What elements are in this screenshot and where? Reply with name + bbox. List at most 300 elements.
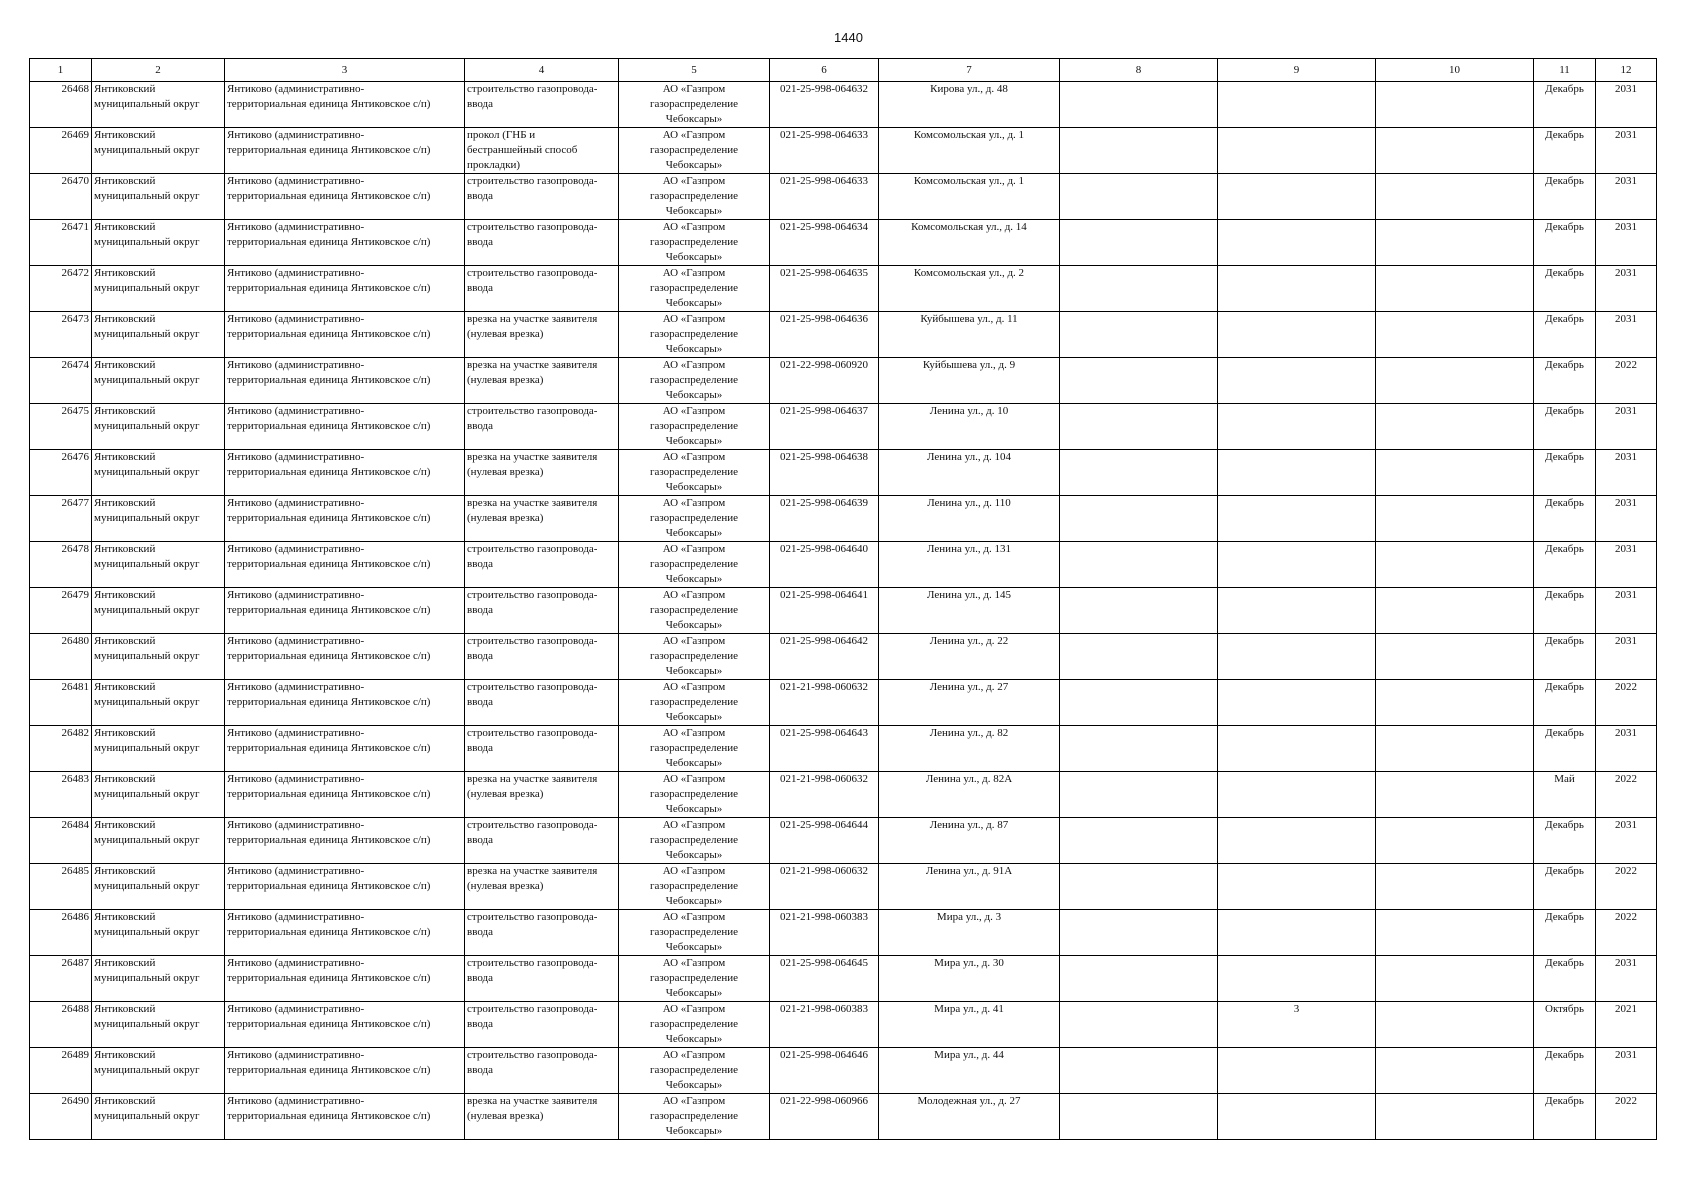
organization-line: АО «Газпром bbox=[662, 221, 726, 233]
district-cell bbox=[92, 82, 225, 128]
page-number: 1440 bbox=[834, 30, 863, 45]
organization-cell bbox=[619, 680, 770, 726]
work-type-line: (нулевая врезка) bbox=[467, 788, 544, 800]
year-cell: 2031 bbox=[1596, 726, 1657, 772]
work-type-cell bbox=[465, 82, 619, 128]
table-row bbox=[30, 680, 1657, 726]
organization-cell bbox=[619, 956, 770, 1002]
address-cell: Комсомольская ул., д. 1 bbox=[879, 128, 1060, 174]
table-row bbox=[30, 128, 1657, 174]
district-line: муниципальный округ bbox=[94, 98, 200, 110]
organization-line: газораспределение bbox=[649, 466, 739, 478]
settlement-line: территориальная единица Янтиковское с/п) bbox=[227, 374, 431, 386]
column-header-6: 6 bbox=[770, 59, 879, 82]
column-9-cell bbox=[1218, 542, 1376, 588]
object-code-cell: 021-25-998-064643 bbox=[770, 726, 879, 772]
settlement-line: Янтиково (административно- bbox=[227, 1049, 365, 1061]
settlement-line: Янтиково (административно- bbox=[227, 819, 365, 831]
district-cell bbox=[92, 128, 225, 174]
district-line: Янтиковский bbox=[94, 267, 156, 279]
work-type-cell bbox=[465, 680, 619, 726]
work-type-cell bbox=[465, 542, 619, 588]
settlement-line: территориальная единица Янтиковское с/п) bbox=[227, 98, 431, 110]
settlement-line: Янтиково (административно- bbox=[227, 221, 365, 233]
work-type-cell bbox=[465, 956, 619, 1002]
organization-line: газораспределение bbox=[649, 834, 739, 846]
district-line: Янтиковский bbox=[94, 727, 156, 739]
organization-line: газораспределение bbox=[649, 420, 739, 432]
organization-cell bbox=[619, 312, 770, 358]
row-number-cell: 26476 bbox=[30, 450, 92, 496]
month-cell: Декабрь bbox=[1534, 956, 1596, 1002]
year-cell: 2031 bbox=[1596, 220, 1657, 266]
column-9-cell bbox=[1218, 312, 1376, 358]
column-8-cell bbox=[1060, 864, 1218, 910]
settlement-line: территориальная единица Янтиковское с/п) bbox=[227, 466, 431, 478]
row-number-cell: 26469 bbox=[30, 128, 92, 174]
column-10-cell bbox=[1376, 588, 1534, 634]
object-code-cell: 021-25-998-064644 bbox=[770, 818, 879, 864]
settlement-line: территориальная единица Янтиковское с/п) bbox=[227, 926, 431, 938]
work-type-line: ввода bbox=[467, 420, 493, 432]
settlement-cell bbox=[225, 772, 465, 818]
object-code-cell: 021-25-998-064638 bbox=[770, 450, 879, 496]
organization-cell bbox=[619, 910, 770, 956]
work-type-cell bbox=[465, 496, 619, 542]
column-9-cell bbox=[1218, 220, 1376, 266]
work-type-line: (нулевая врезка) bbox=[467, 1110, 544, 1122]
column-8-cell bbox=[1060, 1094, 1218, 1140]
organization-line: Чебоксары» bbox=[665, 205, 723, 217]
settlement-cell bbox=[225, 128, 465, 174]
row-number-cell: 26488 bbox=[30, 1002, 92, 1048]
address-cell: Куйбышева ул., д. 9 bbox=[879, 358, 1060, 404]
address-cell: Ленина ул., д. 82 bbox=[879, 726, 1060, 772]
organization-line: Чебоксары» bbox=[665, 803, 723, 815]
work-type-cell bbox=[465, 174, 619, 220]
column-8-cell bbox=[1060, 818, 1218, 864]
district-cell bbox=[92, 588, 225, 634]
settlement-line: территориальная единица Янтиковское с/п) bbox=[227, 512, 431, 524]
column-10-cell bbox=[1376, 1002, 1534, 1048]
settlement-line: Янтиково (административно- bbox=[227, 359, 365, 371]
district-cell bbox=[92, 1048, 225, 1094]
address-cell: Кирова ул., д. 48 bbox=[879, 82, 1060, 128]
organization-line: газораспределение bbox=[649, 236, 739, 248]
column-10-cell bbox=[1376, 404, 1534, 450]
column-10-cell bbox=[1376, 82, 1534, 128]
table-row bbox=[30, 1094, 1657, 1140]
organization-line: АО «Газпром bbox=[662, 911, 726, 923]
year-cell: 2031 bbox=[1596, 404, 1657, 450]
district-line: Янтиковский bbox=[94, 1003, 156, 1015]
object-code-cell: 021-25-998-064639 bbox=[770, 496, 879, 542]
table-row bbox=[30, 864, 1657, 910]
district-line: Янтиковский bbox=[94, 543, 156, 555]
object-code-cell: 021-21-998-060632 bbox=[770, 772, 879, 818]
year-cell: 2031 bbox=[1596, 128, 1657, 174]
table-row bbox=[30, 818, 1657, 864]
settlement-cell bbox=[225, 1002, 465, 1048]
work-type-line: строительство газопровода- bbox=[467, 543, 598, 555]
district-cell bbox=[92, 680, 225, 726]
district-line: муниципальный округ bbox=[94, 512, 200, 524]
column-10-cell bbox=[1376, 128, 1534, 174]
column-header-12: 12 bbox=[1596, 59, 1657, 82]
work-type-cell bbox=[465, 772, 619, 818]
settlement-cell bbox=[225, 588, 465, 634]
column-header-10: 10 bbox=[1376, 59, 1534, 82]
organization-line: Чебоксары» bbox=[665, 481, 723, 493]
column-header-9: 9 bbox=[1218, 59, 1376, 82]
work-type-line: строительство газопровода- bbox=[467, 1049, 598, 1061]
column-9-cell bbox=[1218, 910, 1376, 956]
organization-cell bbox=[619, 818, 770, 864]
organization-line: газораспределение bbox=[649, 788, 739, 800]
settlement-cell bbox=[225, 634, 465, 680]
column-header-5: 5 bbox=[619, 59, 770, 82]
settlement-line: территориальная единица Янтиковское с/п) bbox=[227, 328, 431, 340]
district-line: муниципальный округ bbox=[94, 374, 200, 386]
settlement-cell bbox=[225, 726, 465, 772]
district-line: Янтиковский bbox=[94, 83, 156, 95]
district-cell bbox=[92, 174, 225, 220]
column-9-cell bbox=[1218, 726, 1376, 772]
organization-line: газораспределение bbox=[649, 190, 739, 202]
column-header-11: 11 bbox=[1534, 59, 1596, 82]
table-row bbox=[30, 496, 1657, 542]
address-cell: Ленина ул., д. 131 bbox=[879, 542, 1060, 588]
column-10-cell bbox=[1376, 174, 1534, 220]
object-code-cell: 021-25-998-064637 bbox=[770, 404, 879, 450]
year-cell: 2031 bbox=[1596, 1048, 1657, 1094]
settlement-line: Янтиково (административно- bbox=[227, 497, 365, 509]
organization-line: газораспределение bbox=[649, 696, 739, 708]
year-cell: 2022 bbox=[1596, 680, 1657, 726]
district-cell bbox=[92, 634, 225, 680]
year-cell: 2022 bbox=[1596, 358, 1657, 404]
row-number-cell: 26487 bbox=[30, 956, 92, 1002]
district-cell bbox=[92, 404, 225, 450]
object-code-cell: 021-22-998-060920 bbox=[770, 358, 879, 404]
work-type-line: врезка на участке заявителя bbox=[467, 497, 598, 509]
work-type-line: ввода bbox=[467, 282, 493, 294]
organization-line: газораспределение bbox=[649, 926, 739, 938]
work-type-cell bbox=[465, 634, 619, 680]
organization-line: газораспределение bbox=[649, 328, 739, 340]
column-9-cell bbox=[1218, 358, 1376, 404]
column-8-cell bbox=[1060, 174, 1218, 220]
object-code-cell: 021-25-998-064646 bbox=[770, 1048, 879, 1094]
work-type-cell bbox=[465, 726, 619, 772]
row-number-cell: 26490 bbox=[30, 1094, 92, 1140]
settlement-line: территориальная единица Янтиковское с/п) bbox=[227, 1110, 431, 1122]
year-cell: 2031 bbox=[1596, 174, 1657, 220]
organization-line: АО «Газпром bbox=[662, 589, 726, 601]
object-code-cell: 021-25-998-064641 bbox=[770, 588, 879, 634]
settlement-line: Янтиково (административно- bbox=[227, 635, 365, 647]
address-cell: Ленина ул., д. 22 bbox=[879, 634, 1060, 680]
district-line: муниципальный округ bbox=[94, 190, 200, 202]
column-8-cell bbox=[1060, 450, 1218, 496]
object-code-cell: 021-25-998-064636 bbox=[770, 312, 879, 358]
settlement-line: территориальная единица Янтиковское с/п) bbox=[227, 604, 431, 616]
column-9-cell: 3 bbox=[1218, 1002, 1376, 1048]
district-line: Янтиковский bbox=[94, 175, 156, 187]
address-cell: Молодежная ул., д. 27 bbox=[879, 1094, 1060, 1140]
settlement-line: Янтиково (административно- bbox=[227, 543, 365, 555]
column-8-cell bbox=[1060, 772, 1218, 818]
organization-cell bbox=[619, 128, 770, 174]
district-cell bbox=[92, 358, 225, 404]
settlement-cell bbox=[225, 910, 465, 956]
address-cell: Мира ул., д. 3 bbox=[879, 910, 1060, 956]
work-type-line: строительство газопровода- bbox=[467, 589, 598, 601]
district-line: муниципальный округ bbox=[94, 834, 200, 846]
organization-line: АО «Газпром bbox=[662, 129, 726, 141]
year-cell: 2022 bbox=[1596, 1094, 1657, 1140]
district-line: муниципальный округ bbox=[94, 144, 200, 156]
district-line: муниципальный округ bbox=[94, 236, 200, 248]
district-line: Янтиковский bbox=[94, 635, 156, 647]
work-type-cell bbox=[465, 1048, 619, 1094]
district-line: муниципальный округ bbox=[94, 604, 200, 616]
settlement-cell bbox=[225, 496, 465, 542]
work-type-line: строительство газопровода- bbox=[467, 819, 598, 831]
district-line: Янтиковский bbox=[94, 221, 156, 233]
settlement-line: Янтиково (административно- bbox=[227, 727, 365, 739]
work-type-line: прокол (ГНБ и bbox=[467, 129, 536, 141]
work-type-cell bbox=[465, 266, 619, 312]
work-type-cell bbox=[465, 312, 619, 358]
address-cell: Ленина ул., д. 27 bbox=[879, 680, 1060, 726]
work-type-line: врезка на участке заявителя bbox=[467, 865, 598, 877]
organization-line: Чебоксары» bbox=[665, 527, 723, 539]
month-cell: Декабрь bbox=[1534, 1048, 1596, 1094]
organization-line: Чебоксары» bbox=[665, 251, 723, 263]
settlement-line: территориальная единица Янтиковское с/п) bbox=[227, 650, 431, 662]
column-8-cell bbox=[1060, 128, 1218, 174]
organization-cell bbox=[619, 1048, 770, 1094]
district-line: муниципальный округ bbox=[94, 1018, 200, 1030]
table-row bbox=[30, 174, 1657, 220]
district-line: муниципальный округ bbox=[94, 466, 200, 478]
object-code-cell: 021-25-998-064633 bbox=[770, 128, 879, 174]
object-code-cell: 021-25-998-064635 bbox=[770, 266, 879, 312]
month-cell: Октябрь bbox=[1534, 1002, 1596, 1048]
organization-line: АО «Газпром bbox=[662, 1095, 726, 1107]
organization-line: АО «Газпром bbox=[662, 405, 726, 417]
organization-line: АО «Газпром bbox=[662, 773, 726, 785]
settlement-cell bbox=[225, 680, 465, 726]
column-8-cell bbox=[1060, 588, 1218, 634]
work-type-cell bbox=[465, 450, 619, 496]
work-type-line: ввода bbox=[467, 190, 493, 202]
settlement-line: территориальная единица Янтиковское с/п) bbox=[227, 558, 431, 570]
column-8-cell bbox=[1060, 542, 1218, 588]
column-header-4: 4 bbox=[465, 59, 619, 82]
object-code-cell: 021-21-998-060632 bbox=[770, 864, 879, 910]
organization-cell bbox=[619, 588, 770, 634]
district-cell bbox=[92, 1002, 225, 1048]
work-type-line: ввода bbox=[467, 236, 493, 248]
address-cell: Ленина ул., д. 10 bbox=[879, 404, 1060, 450]
month-cell: Май bbox=[1534, 772, 1596, 818]
settlement-line: территориальная единица Янтиковское с/п) bbox=[227, 420, 431, 432]
settlement-line: территориальная единица Янтиковское с/п) bbox=[227, 696, 431, 708]
district-cell bbox=[92, 542, 225, 588]
column-9-cell bbox=[1218, 128, 1376, 174]
object-code-cell: 021-21-998-060632 bbox=[770, 680, 879, 726]
year-cell: 2031 bbox=[1596, 312, 1657, 358]
column-8-cell bbox=[1060, 910, 1218, 956]
column-9-cell bbox=[1218, 818, 1376, 864]
column-8-cell bbox=[1060, 312, 1218, 358]
district-cell bbox=[92, 496, 225, 542]
settlement-cell bbox=[225, 542, 465, 588]
organization-cell bbox=[619, 726, 770, 772]
settlement-line: Янтиково (административно- bbox=[227, 589, 365, 601]
work-type-cell bbox=[465, 910, 619, 956]
year-cell: 2031 bbox=[1596, 82, 1657, 128]
table-row bbox=[30, 82, 1657, 128]
year-cell: 2031 bbox=[1596, 496, 1657, 542]
row-number-cell: 26468 bbox=[30, 82, 92, 128]
settlement-line: Янтиково (административно- bbox=[227, 313, 365, 325]
work-type-line: строительство газопровода- bbox=[467, 405, 598, 417]
district-cell bbox=[92, 1094, 225, 1140]
column-9-cell bbox=[1218, 1048, 1376, 1094]
district-cell bbox=[92, 818, 225, 864]
year-cell: 2031 bbox=[1596, 956, 1657, 1002]
column-header-1: 1 bbox=[30, 59, 92, 82]
organization-line: Чебоксары» bbox=[665, 297, 723, 309]
column-8-cell bbox=[1060, 634, 1218, 680]
column-8-cell bbox=[1060, 220, 1218, 266]
month-cell: Декабрь bbox=[1534, 266, 1596, 312]
month-cell: Декабрь bbox=[1534, 864, 1596, 910]
settlement-line: Янтиково (административно- bbox=[227, 681, 365, 693]
month-cell: Декабрь bbox=[1534, 588, 1596, 634]
object-code-cell: 021-25-998-064642 bbox=[770, 634, 879, 680]
work-type-line: строительство газопровода- bbox=[467, 727, 598, 739]
column-10-cell bbox=[1376, 818, 1534, 864]
column-8-cell bbox=[1060, 1002, 1218, 1048]
organization-cell bbox=[619, 450, 770, 496]
address-cell: Ленина ул., д. 145 bbox=[879, 588, 1060, 634]
settlement-cell bbox=[225, 956, 465, 1002]
organization-line: АО «Газпром bbox=[662, 957, 726, 969]
row-number-cell: 26477 bbox=[30, 496, 92, 542]
table-row bbox=[30, 1002, 1657, 1048]
work-type-line: (нулевая врезка) bbox=[467, 512, 544, 524]
district-line: муниципальный округ bbox=[94, 558, 200, 570]
column-10-cell bbox=[1376, 450, 1534, 496]
table-row bbox=[30, 910, 1657, 956]
table-row bbox=[30, 1048, 1657, 1094]
settlement-cell bbox=[225, 220, 465, 266]
row-number-cell: 26478 bbox=[30, 542, 92, 588]
year-cell: 2022 bbox=[1596, 772, 1657, 818]
column-10-cell bbox=[1376, 680, 1534, 726]
district-cell bbox=[92, 956, 225, 1002]
organization-cell bbox=[619, 266, 770, 312]
organization-line: Чебоксары» bbox=[665, 619, 723, 631]
column-9-cell bbox=[1218, 404, 1376, 450]
settlement-cell bbox=[225, 1048, 465, 1094]
year-cell: 2031 bbox=[1596, 542, 1657, 588]
organization-line: газораспределение bbox=[649, 282, 739, 294]
month-cell: Декабрь bbox=[1534, 726, 1596, 772]
district-line: муниципальный округ bbox=[94, 650, 200, 662]
settlement-line: Янтиково (административно- bbox=[227, 1095, 365, 1107]
organization-line: газораспределение bbox=[649, 880, 739, 892]
work-type-line: врезка на участке заявителя bbox=[467, 451, 598, 463]
organization-line: газораспределение bbox=[649, 144, 739, 156]
settlement-line: Янтиково (административно- bbox=[227, 405, 365, 417]
settlement-line: территориальная единица Янтиковское с/п) bbox=[227, 190, 431, 202]
settlement-line: территориальная единица Янтиковское с/п) bbox=[227, 282, 431, 294]
work-type-cell bbox=[465, 818, 619, 864]
organization-line: газораспределение bbox=[649, 604, 739, 616]
table-row bbox=[30, 312, 1657, 358]
address-cell: Комсомольская ул., д. 1 bbox=[879, 174, 1060, 220]
district-cell bbox=[92, 266, 225, 312]
settlement-line: Янтиково (административно- bbox=[227, 267, 365, 279]
settlement-cell bbox=[225, 312, 465, 358]
address-cell: Ленина ул., д. 104 bbox=[879, 450, 1060, 496]
settlement-line: территориальная единица Янтиковское с/п) bbox=[227, 972, 431, 984]
column-header-3: 3 bbox=[225, 59, 465, 82]
organization-line: АО «Газпром bbox=[662, 497, 726, 509]
organization-line: Чебоксары» bbox=[665, 159, 723, 171]
district-line: Янтиковский bbox=[94, 773, 156, 785]
row-number-cell: 26482 bbox=[30, 726, 92, 772]
district-line: Янтиковский bbox=[94, 819, 156, 831]
work-type-cell bbox=[465, 864, 619, 910]
district-line: Янтиковский bbox=[94, 865, 156, 877]
district-line: Янтиковский bbox=[94, 589, 156, 601]
district-line: муниципальный округ bbox=[94, 926, 200, 938]
registry-table bbox=[29, 58, 1657, 1140]
month-cell: Декабрь bbox=[1534, 220, 1596, 266]
table-row bbox=[30, 726, 1657, 772]
settlement-cell bbox=[225, 864, 465, 910]
column-9-cell bbox=[1218, 588, 1376, 634]
settlement-line: территориальная единица Янтиковское с/п) bbox=[227, 880, 431, 892]
settlement-line: территориальная единица Янтиковское с/п) bbox=[227, 834, 431, 846]
settlement-line: Янтиково (административно- bbox=[227, 911, 365, 923]
work-type-line: строительство газопровода- bbox=[467, 83, 598, 95]
district-line: Янтиковский bbox=[94, 681, 156, 693]
column-9-cell bbox=[1218, 266, 1376, 312]
column-8-cell bbox=[1060, 358, 1218, 404]
column-10-cell bbox=[1376, 1094, 1534, 1140]
column-9-cell bbox=[1218, 634, 1376, 680]
organization-line: газораспределение bbox=[649, 558, 739, 570]
organization-cell bbox=[619, 772, 770, 818]
work-type-cell bbox=[465, 1002, 619, 1048]
column-10-cell bbox=[1376, 634, 1534, 680]
object-code-cell: 021-25-998-064632 bbox=[770, 82, 879, 128]
column-8-cell bbox=[1060, 726, 1218, 772]
table-row bbox=[30, 956, 1657, 1002]
row-number-cell: 26483 bbox=[30, 772, 92, 818]
month-cell: Декабрь bbox=[1534, 634, 1596, 680]
organization-line: АО «Газпром bbox=[662, 359, 726, 371]
column-8-cell bbox=[1060, 1048, 1218, 1094]
address-cell: Ленина ул., д. 91А bbox=[879, 864, 1060, 910]
